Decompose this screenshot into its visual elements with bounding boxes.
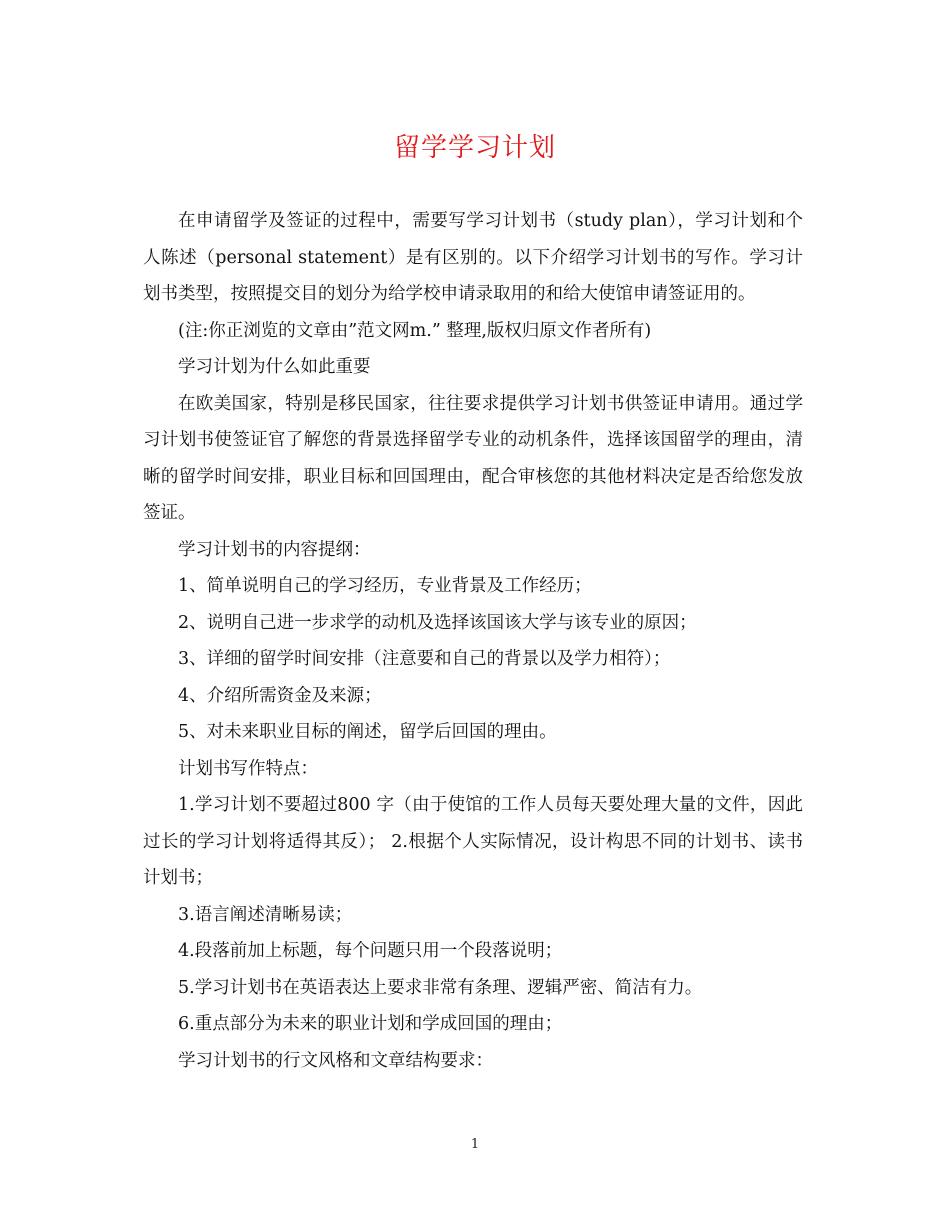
page-number: 1 <box>470 1137 480 1152</box>
feature-item-1-2: 1.学习计划不要超过800 字（由于使馆的工作人员每天要处理大量的文件，因此过长的学习计划将适得其反）； 2.根据个人实际情况，设计构思不同的计划书、读书计划书； <box>143 795 803 888</box>
outline-item-4: 4、介绍所需资金及来源； <box>178 685 382 706</box>
document-title: 留学学习计划 <box>393 133 556 163</box>
outline-item-5: 5、对未来职业目标的阐述，留学后回国的理由。 <box>178 722 557 742</box>
feature-item-6: 6.重点部分为未来的职业计划和学成回国的理由； <box>178 1014 563 1034</box>
outline-item-3: 3、详细的留学时间安排（注意要和自己的背景以及学力相符）； <box>178 649 671 669</box>
feature-item-3: 3.语言阐述清晰易读； <box>178 904 353 925</box>
paragraph-importance: 在欧美国家，特别是移民国家，往往要求提供学习计划书供签证申请用。通过学习计划书使签证官了解您的背景选择留学专业的动机条件，选择该国留学的理由，清晰的留学时间安排，职业目标和回国理由，配合审核您的其他材料决定是否给您发放签证。 <box>143 393 803 523</box>
paragraph-features-heading: 计划书写作特点： <box>178 758 318 779</box>
outline-item-1: 1、简单说明自己的学习经历，专业背景及工作经历； <box>178 576 592 596</box>
document-body <box>143 203 803 1079</box>
paragraph-heading-importance: 学习计划为什么如此重要 <box>178 357 371 377</box>
paragraph-outline-heading: 学习计划书的内容提纲： <box>178 539 371 560</box>
paragraph-style-heading: 学习计划书的行文风格和文章结构要求： <box>178 1050 493 1071</box>
paragraph-intro: 在申请留学及签证的过程中，需要写学习计划书（study plan），学习计划和个人陈述（personal statement）是有区别的。以下介绍学习计划书的写作。学习计划书类型，按照提交目的划分为给学校申请录取用的和给大使馆申请签证用的。 <box>143 211 803 304</box>
paragraph-note: (注:你正浏览的文章由”范文网m.” 整理,版权归原文作者所有) <box>178 320 652 341</box>
outline-item-2: 2、说明自己进一步求学的动机及选择该国该大学与该专业的原因； <box>178 612 697 633</box>
feature-item-5: 5.学习计划书在英语表达上要求非常有条理、逻辑严密、简洁有力。 <box>178 977 703 998</box>
feature-item-4: 4.段落前加上标题，每个问题只用一个段落说明； <box>178 941 563 961</box>
